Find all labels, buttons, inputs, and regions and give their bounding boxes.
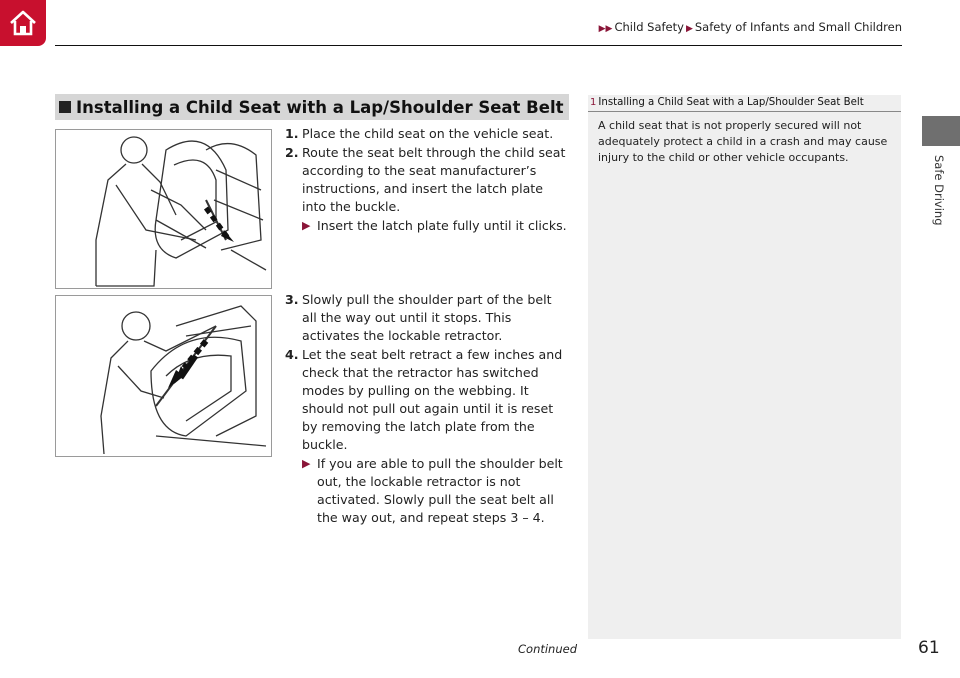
step-text: Route the seat belt through the child seat according to the seat manufacturer’s instructions, and insert the latch plate into the buckle. bbox=[302, 145, 566, 214]
breadcrumb-arrow-icon: ▶ bbox=[685, 24, 693, 34]
step-number: 4. bbox=[285, 347, 299, 362]
page-number: 61 bbox=[918, 638, 940, 658]
steps-group-1 bbox=[285, 125, 570, 235]
breadcrumb-arrow-icon: ▶▶ bbox=[598, 24, 613, 34]
chapter-label: Safe Driving bbox=[932, 155, 946, 226]
note-text: If you are able to pull the shoulder belt out, the lockable retractor is not activated. Slowly pull the seat belt all the way out, and repeat steps 3 – 4. bbox=[317, 456, 563, 525]
step-2-note bbox=[285, 217, 570, 235]
breadcrumb-item-child-safety[interactable]: Child Safety bbox=[614, 20, 684, 34]
breadcrumb bbox=[597, 20, 902, 34]
step-number: 1. bbox=[285, 126, 299, 141]
step-4 bbox=[285, 346, 570, 454]
home-button[interactable] bbox=[0, 0, 46, 46]
sidebar-note-title: Installing a Child Seat with a Lap/Shoulder Seat Belt bbox=[598, 97, 864, 108]
steps-group-2 bbox=[285, 291, 570, 527]
continued-label: Continued bbox=[518, 642, 578, 656]
step-text: Place the child seat on the vehicle seat. bbox=[302, 126, 554, 141]
header-divider bbox=[55, 45, 902, 46]
step-number: 3. bbox=[285, 292, 299, 307]
sidebar-note bbox=[588, 95, 901, 639]
illustration-install-seat bbox=[55, 129, 272, 289]
step-text: Slowly pull the shoulder part of the belt all the way out until it stops. This activates the lockable retractor. bbox=[302, 292, 552, 343]
home-icon bbox=[8, 8, 38, 38]
breadcrumb-item-safety-infants[interactable]: Safety of Infants and Small Children bbox=[694, 20, 902, 34]
illustration-pull-belt bbox=[55, 295, 272, 457]
step-2 bbox=[285, 144, 570, 216]
section-square-icon bbox=[59, 101, 71, 113]
note-arrow-icon: ▶ bbox=[302, 457, 311, 470]
reference-badge-icon: 1 bbox=[590, 97, 597, 108]
step-number: 2. bbox=[285, 145, 299, 160]
chapter-tab[interactable] bbox=[922, 116, 960, 146]
note-arrow-icon: ▶ bbox=[302, 219, 311, 232]
sidebar-note-header bbox=[588, 95, 901, 112]
step-1 bbox=[285, 125, 570, 143]
step-4-note bbox=[285, 455, 570, 527]
step-text: Let the seat belt retract a few inches and check that the retractor has switched modes by pulling on the webbing. It should not pull out again until it is reset by removing the latch plate from the buckle. bbox=[302, 347, 563, 452]
step-3 bbox=[285, 291, 570, 345]
sidebar-note-body: A child seat that is not properly secured will not adequately protect a child in a crash and may cause injury to the child or other vehicle occupants. bbox=[598, 119, 888, 164]
section-title: Installing a Child Seat with a Lap/Shoulder Seat Belt bbox=[76, 97, 564, 117]
note-text: Insert the latch plate fully until it clicks. bbox=[317, 218, 567, 233]
section-header bbox=[55, 94, 569, 120]
